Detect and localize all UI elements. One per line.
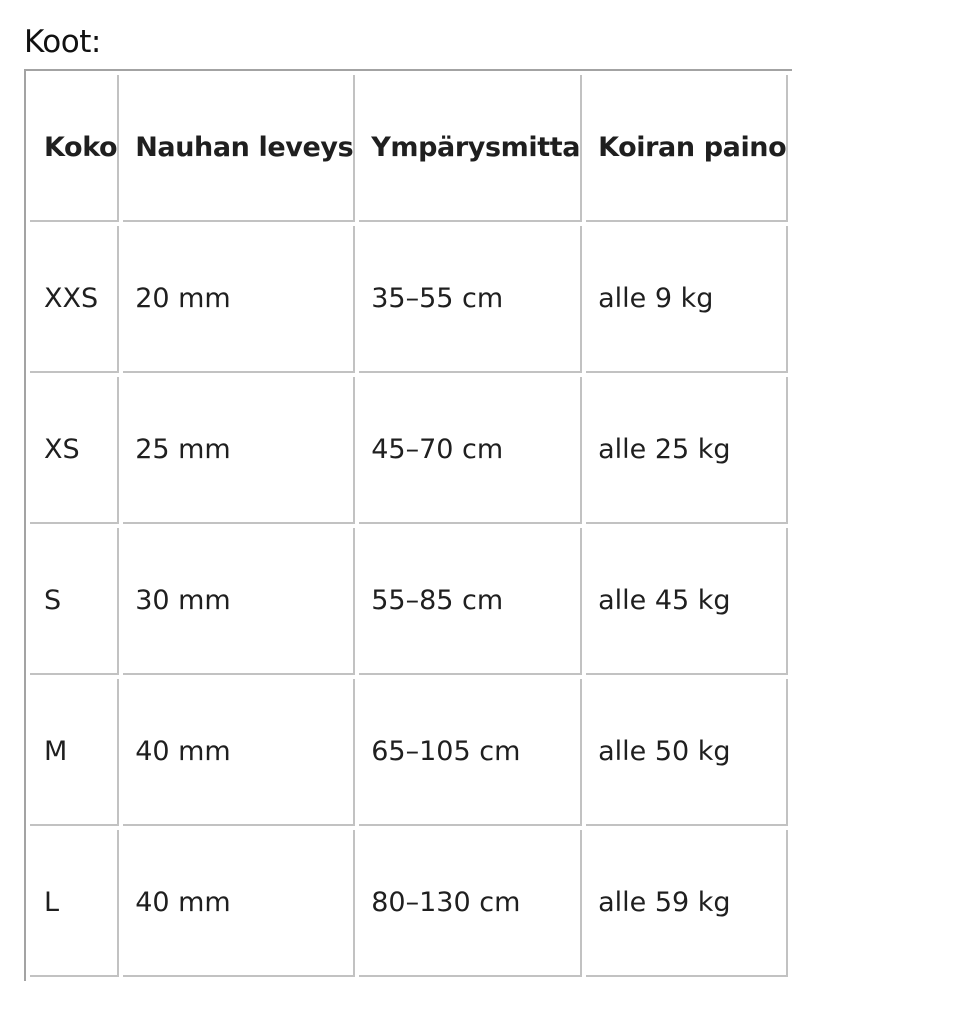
cell-size: XS	[30, 377, 119, 524]
cell-circumference: 80–130 cm	[359, 830, 582, 977]
cell-dog-weight: alle 45 kg	[586, 528, 788, 675]
table-row	[30, 377, 788, 524]
cell-size: XXS	[30, 226, 119, 373]
cell-size: M	[30, 679, 119, 826]
cell-strap-width: 40 mm	[123, 830, 355, 977]
cell-strap-width: 25 mm	[123, 377, 355, 524]
cell-dog-weight: alle 25 kg	[586, 377, 788, 524]
cell-size: L	[30, 830, 119, 977]
table-row	[30, 528, 788, 675]
cell-strap-width: 30 mm	[123, 528, 355, 675]
cell-circumference: 45–70 cm	[359, 377, 582, 524]
column-header-strap-width: Nauhan leveys	[123, 75, 355, 222]
cell-strap-width: 40 mm	[123, 679, 355, 826]
table-row	[30, 679, 788, 826]
page-title: Koot:	[24, 24, 101, 60]
cell-dog-weight: alle 9 kg	[586, 226, 788, 373]
cell-dog-weight: alle 50 kg	[586, 679, 788, 826]
cell-strap-width: 20 mm	[123, 226, 355, 373]
cell-circumference: 35–55 cm	[359, 226, 582, 373]
column-header-dog-weight: Koiran paino	[586, 75, 788, 222]
size-table-container	[24, 69, 826, 981]
cell-circumference: 65–105 cm	[359, 679, 582, 826]
cell-dog-weight: alle 59 kg	[586, 830, 788, 977]
cell-circumference: 55–85 cm	[359, 528, 582, 675]
table-row	[30, 226, 788, 373]
size-table	[24, 69, 792, 981]
table-row	[30, 830, 788, 977]
table-header-row	[30, 75, 788, 222]
column-header-size: Koko	[30, 75, 119, 222]
column-header-circumference: Ympärysmitta	[359, 75, 582, 222]
cell-size: S	[30, 528, 119, 675]
